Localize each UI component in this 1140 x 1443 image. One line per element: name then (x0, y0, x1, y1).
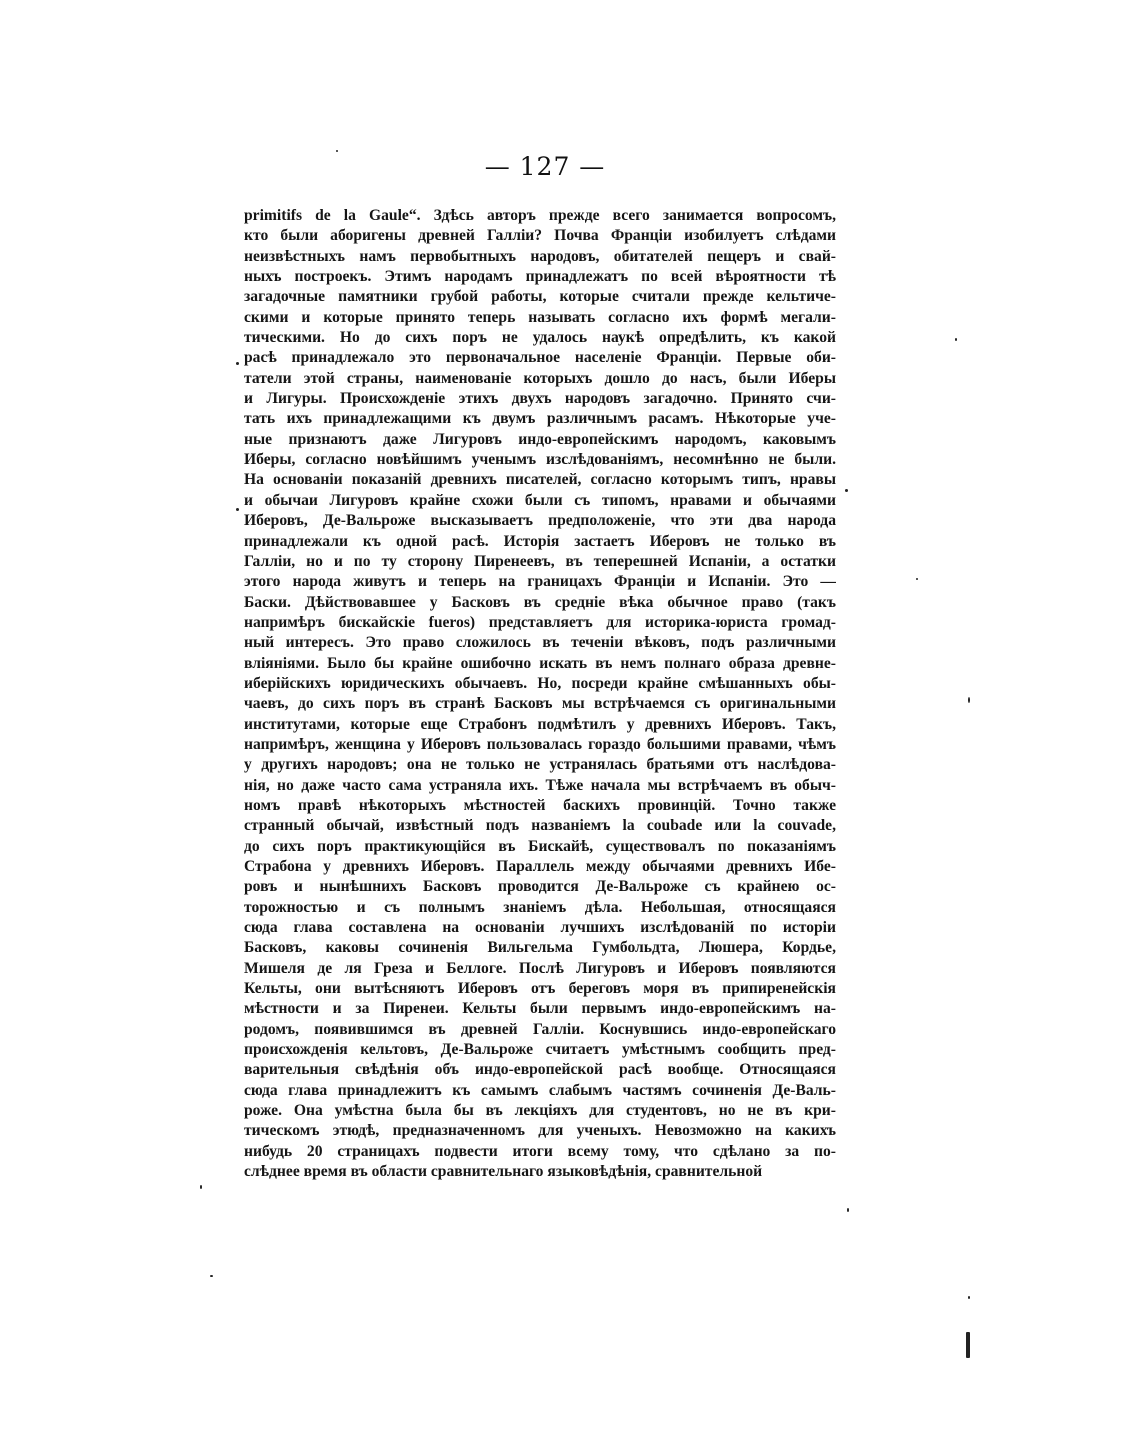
text-line: нибудь 20 страницахъ подвести итоги всему тому, что сдѣлано за по- (244, 1142, 836, 1160)
text-line: тическими. Но до сихъ поръ не удалось наукѣ опредѣлить, къ какой (244, 329, 836, 347)
scan-speck (236, 362, 239, 365)
text-line: загадочные памятники грубой работы, которые считали прежде кельтиче- (244, 288, 836, 306)
text-line: ныхъ построекъ. Этимъ народамъ принадлежатъ по всей вѣроятности тѣ (244, 268, 836, 286)
scan-speck (955, 338, 957, 341)
text-line: Кельты, они вытѣсняютъ Иберовъ отъ береговъ моря въ припиренейскія (244, 980, 836, 998)
text-line: ные признаютъ даже Лигуровъ индо-европейскимъ народомъ, каковымъ (244, 430, 836, 448)
scan-speck (968, 1296, 970, 1299)
text-line: Иберовъ, Де-Вальроже высказываетъ предположеніе, что эти два народа (244, 512, 836, 530)
text-line: институтами, которые еще Страбонъ подмѣтилъ у древнихъ Иберовъ. Такъ, (244, 715, 836, 733)
page-number: — 127 — (484, 152, 606, 181)
text-line: ровъ и нынѣшнихъ Басковъ проводится Де-Вальроже съ крайнею ос- (244, 878, 836, 896)
scan-speck (200, 1185, 202, 1189)
text-line: расѣ принадлежало это первоначальное населеніе Франціи. Первые оби- (244, 349, 836, 367)
text-line: На основаніи показаній древнихъ писателей, согласно которымъ типъ, нравы (244, 471, 836, 489)
text-line: ный интересъ. Это право сложилось въ теченіи вѣковъ, подъ различными (244, 634, 836, 652)
text-line: Баски. Дѣйствовавшее у Басковъ въ средніе вѣка обычное право (такъ (244, 593, 836, 611)
text-line: происхожденія кельтовъ, Де-Вальроже считаетъ умѣстнымъ сообщить пред- (244, 1041, 836, 1059)
scan-speck (845, 489, 848, 492)
text-line: иберійскихъ юридическихъ обычаевъ. Но, посреди крайне смѣшанныхъ обы- (244, 674, 836, 692)
text-line: напримѣръ бискайскіе fueros) представляетъ для историка-юриста громад- (244, 613, 836, 631)
text-line: Галліи, но и по ту сторону Пиренеевъ, въ теперешней Испаніи, а остатки (244, 552, 836, 570)
text-line: мѣстности и за Пиренеи. Кельты были первымъ индо-европейскимъ на- (244, 1000, 836, 1018)
text-line: странный обычай, извѣстный подъ названіемъ la coubade или la couvade, (244, 817, 836, 835)
text-line: неизвѣстныхъ намъ первобытныхъ народовъ, обитателей пещеръ и свай- (244, 247, 836, 265)
body-text (244, 206, 836, 1183)
scan-speck (336, 150, 338, 152)
text-line: Басковъ, каковы сочиненія Вильгельма Гумбольдта, Люшера, Кордье, (244, 939, 836, 957)
text-line: варительныя свѣдѣнія объ индо-европейской расѣ вообще. Относящаяся (244, 1061, 836, 1079)
text-line: чаевъ, до сихъ поръ въ странѣ Басковъ мы встрѣчаемся съ оригинальными (244, 695, 836, 713)
text-line: роже. Она умѣстна была бы въ лекціяхъ для студентовъ, но не въ кри- (244, 1102, 836, 1120)
text-line: тать ихъ принадлежащими къ двумъ различнымъ расамъ. Нѣкоторые уче- (244, 410, 836, 428)
text-line: Страбона у древнихъ Иберовъ. Параллель между обычаями древнихъ Ибе- (244, 858, 836, 875)
text-line: primitifs de la Gaule“. Здѣсь авторъ прежде всего занимается вопросомъ, (244, 207, 836, 224)
text-line: вліяніями. Было бы крайне ошибочно искать въ немъ полнаго образа древне- (244, 654, 836, 672)
scan-speck (210, 1275, 213, 1277)
text-line: родомъ, появившимся въ древней Галліи. Коснувшись индо-европейскаго (244, 1020, 836, 1038)
scan-speck (236, 508, 239, 511)
scan-speck (968, 697, 970, 703)
text-line: Мишеля де ля Греза и Беллоге. Послѣ Лигуровъ и Иберовъ появляются (244, 959, 836, 977)
text-line: сюда глава составлена на основаніи лучшихъ изслѣдованій по исторіи (244, 919, 836, 937)
scan-speck (966, 1332, 970, 1358)
text-line: тическомъ этюдѣ, предназначенномъ для ученыхъ. Невозможно на какихъ (244, 1122, 836, 1140)
text-line: номъ правѣ нѣкоторыхъ мѣстностей баскихъ провинцій. Точно также (244, 796, 836, 814)
text-line: у другихъ народовъ; она не только не устранялась братьями отъ наслѣдова- (244, 756, 836, 774)
text-line: сюда глава принадлежитъ къ самымъ слабымъ частямъ сочиненія Де-Валь- (244, 1081, 836, 1099)
text-line: и обычаи Лигуровъ крайне схожи были съ типомъ, нравами и обычаями (244, 491, 836, 509)
text-line: слѣднее время въ области сравнительнаго языковѣдѣнія, сравнительной (244, 1163, 763, 1181)
scan-speck (916, 578, 918, 580)
text-line: татели этой страны, наименованіе которыхъ дошло до насъ, были Иберы (244, 369, 836, 387)
text-line: скими и которые принято теперь называть согласно ихъ формѣ мегали- (244, 308, 836, 326)
text-line: Иберы, согласно новѣйшимъ ученымъ изслѣдованіямъ, несомнѣнно не были. (244, 451, 836, 469)
text-line: нія, но даже часто сама устраняла ихъ. Тѣже начала мы встрѣчаемъ въ обыч- (244, 776, 836, 794)
text-line: принадлежали къ одной расѣ. Исторія застаетъ Иберовъ не только въ (244, 532, 836, 550)
text-line: торожностью и съ полнымъ знаніемъ дѣла. Небольшая, относящаяся (244, 898, 836, 916)
text-line: напримѣръ, женщина у Иберовъ пользовалась гораздо большими правами, чѣмъ (244, 735, 836, 753)
text-line: этого народа живутъ и теперь на границахъ Франціи и Испаніи. Это — (244, 573, 836, 591)
scan-speck (847, 1208, 849, 1212)
text-line: и Лигуры. Происхожденіе этихъ двухъ народовъ загадочно. Принято счи- (244, 390, 836, 408)
text-line: кто были аборигены древней Галліи? Почва Франціи изобилуетъ слѣдами (244, 227, 836, 245)
text-line: до сихъ поръ практикующійся въ Бискайѣ, существовалъ по показаніямъ (244, 837, 836, 855)
